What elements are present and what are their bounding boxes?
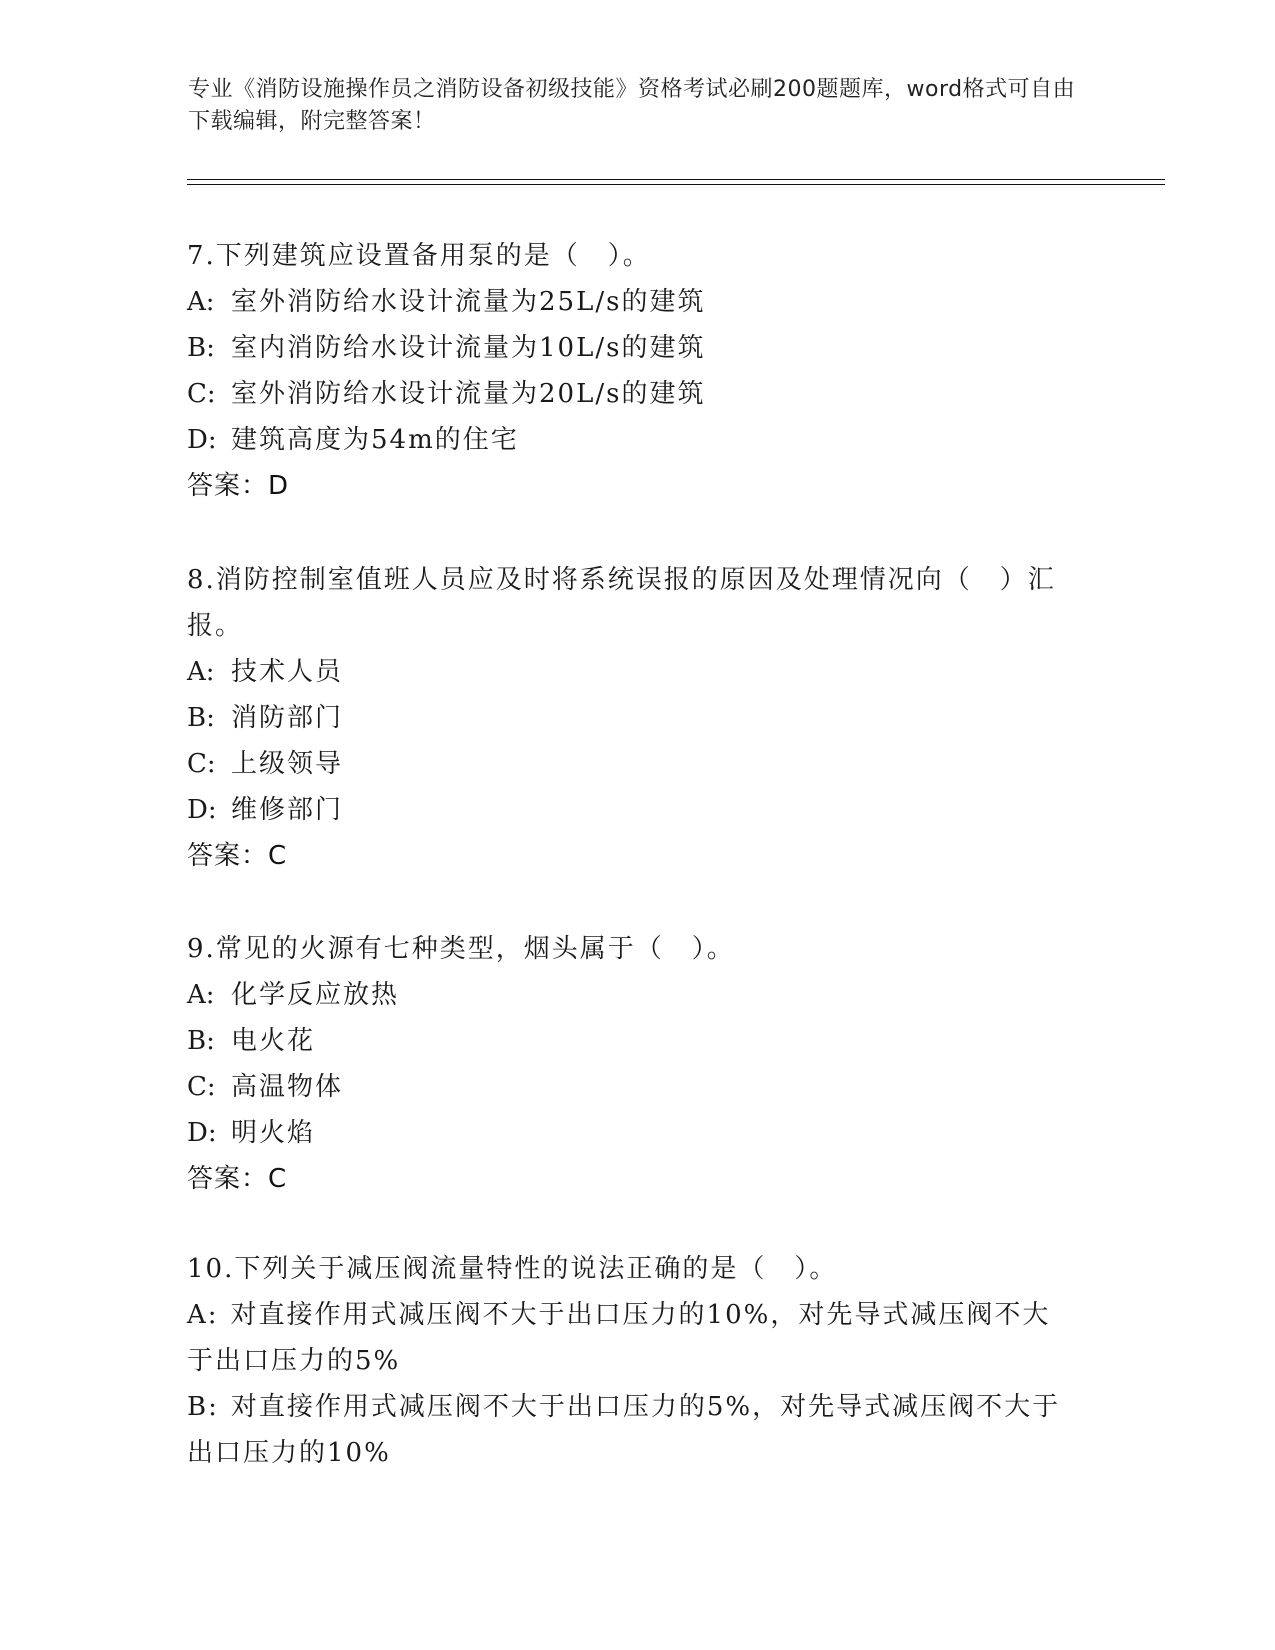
option-text: 上级领导 <box>231 749 344 779</box>
option-letter: D: <box>187 1118 217 1148</box>
answer-line: 答案：C <box>187 1164 288 1194</box>
option-letter: D: <box>187 425 217 455</box>
question-stem: 7.下列建筑应设置备用泵的是（ ）。 <box>187 241 651 271</box>
question-stem: 9.常见的火源有七种类型，烟头属于（ ）。 <box>187 934 735 964</box>
option-text: 对直接作用式减压阀不大于出口压力的10%，对先导式减压阀不大于出口压力的5% <box>187 1300 1051 1376</box>
header-rule-top <box>187 179 1165 180</box>
answer-line: 答案：C <box>187 841 288 871</box>
option-d <box>187 417 1087 463</box>
question-stem: 8.消防控制室值班人员应及时将系统误报的原因及处理情况向（ ）汇报。 <box>187 565 1056 641</box>
option-letter: A: <box>187 287 215 317</box>
option-text: 室外消防给水设计流量为25L/s的建筑 <box>231 287 706 317</box>
option-b <box>187 1384 1067 1476</box>
option-letter: C: <box>187 1072 216 1102</box>
question-stem: 10.下列关于减压阀流量特性的说法正确的是（ ）。 <box>187 1254 838 1284</box>
option-d <box>187 1110 1087 1156</box>
question-10 <box>187 1246 1087 1476</box>
option-a <box>187 279 1087 325</box>
option-text: 建筑高度为54m的住宅 <box>231 425 519 455</box>
question-8 <box>187 557 1087 879</box>
option-letter: A: <box>187 657 215 687</box>
option-letter: B: <box>187 703 215 733</box>
option-letter: B: <box>187 1026 215 1056</box>
option-text: 维修部门 <box>231 795 344 825</box>
option-a <box>187 972 1087 1018</box>
option-c <box>187 741 1087 787</box>
header-rule-bottom <box>187 184 1165 185</box>
option-text: 明火焰 <box>231 1118 316 1148</box>
option-letter: B: <box>187 1392 219 1422</box>
option-b <box>187 1018 1087 1064</box>
option-text: 技术人员 <box>231 657 344 687</box>
option-letter: C: <box>187 749 216 779</box>
option-a <box>187 649 1087 695</box>
option-letter: B: <box>187 333 215 363</box>
question-9 <box>187 926 1087 1202</box>
option-a <box>187 1292 1067 1384</box>
answer-line: 答案：D <box>187 471 290 501</box>
option-text: 电火花 <box>231 1026 316 1056</box>
option-text: 高温物体 <box>231 1072 344 1102</box>
option-b <box>187 695 1087 741</box>
option-letter: D: <box>187 795 217 825</box>
question-7 <box>187 233 1087 509</box>
option-c <box>187 1064 1087 1110</box>
option-d <box>187 787 1087 833</box>
option-text: 化学反应放热 <box>231 980 400 1010</box>
option-b <box>187 325 1087 371</box>
option-text: 消防部门 <box>231 703 344 733</box>
document-header: 专业《消防设施操作员之消防设备初级技能》资格考试必刷200题题库，word格式可自由下载编辑，附完整答案！ <box>188 77 1076 134</box>
option-text: 对直接作用式减压阀不大于出口压力的5%，对先导式减压阀不大于出口压力的10% <box>187 1392 1061 1468</box>
option-c <box>187 371 1087 417</box>
option-letter: A: <box>187 1300 219 1330</box>
option-letter: C: <box>187 379 216 409</box>
option-text: 室内消防给水设计流量为10L/s的建筑 <box>231 333 706 363</box>
option-text: 室外消防给水设计流量为20L/s的建筑 <box>231 379 706 409</box>
option-letter: A: <box>187 980 215 1010</box>
